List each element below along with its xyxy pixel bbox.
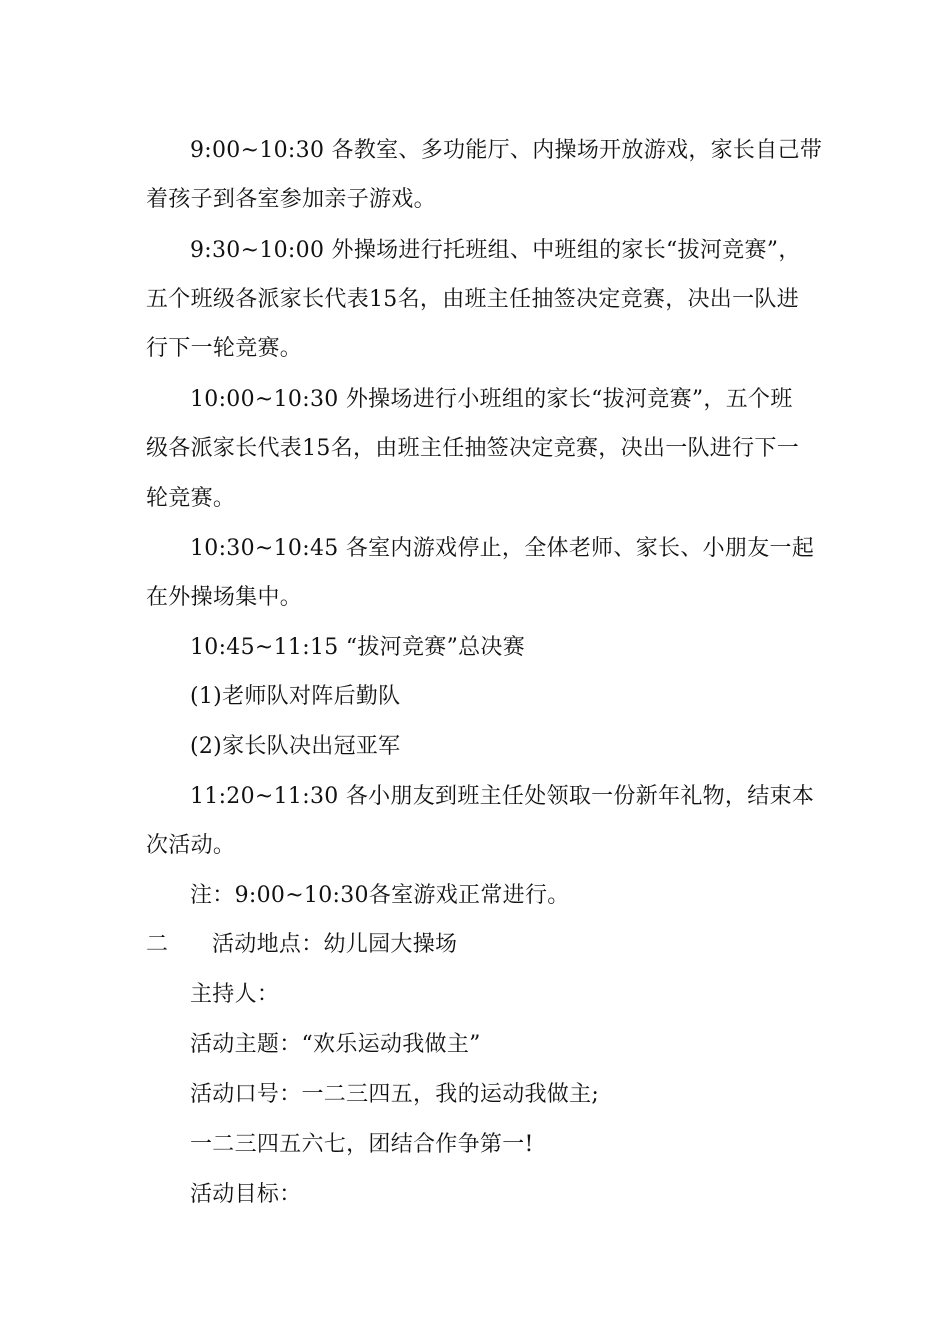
paragraph-line: 10:00~10:30 外操场进行小班组的家长“拔河竞赛”，五个班 bbox=[190, 387, 793, 412]
paragraph-line: 在外操场集中。 bbox=[146, 585, 303, 610]
paragraph-line: 9:00~10:30 各教室、多功能厅、内操场开放游戏，家长自己带 bbox=[190, 138, 823, 163]
paragraph-line: 11:20~11:30 各小朋友到班主任处领取一份新年礼物，结束本 bbox=[190, 784, 815, 809]
activity-slogan: 活动口号：一二三四五，我的运动我做主; bbox=[190, 1082, 600, 1107]
activity-theme: 活动主题：“欢乐运动我做主” bbox=[190, 1032, 481, 1057]
paragraph-line: 10:45~11:15 “拔河竞赛”总决赛 bbox=[190, 635, 526, 660]
section-title: 活动地点：幼儿园大操场 bbox=[212, 932, 458, 957]
paragraph-line: 10:30~10:45 各室内游戏停止，全体老师、家长、小朋友一起 bbox=[190, 536, 815, 561]
activity-slogan-continued: 一二三四五六七，团结合作争第一! bbox=[190, 1132, 534, 1157]
paragraph-line: 轮竞赛。 bbox=[146, 486, 236, 511]
paragraph-line: 次活动。 bbox=[146, 833, 236, 858]
paragraph-line: 着孩子到各室参加亲子游戏。 bbox=[146, 187, 436, 212]
host-label: 主持人： bbox=[190, 982, 280, 1007]
paragraph-line: 9:30~10:00 外操场进行托班组、中班组的家长“拔河竞赛”， bbox=[190, 238, 801, 263]
paragraph-line: 行下一轮竞赛。 bbox=[146, 336, 303, 361]
section-number: 二 bbox=[146, 932, 169, 957]
note-line: 注：9:00~10:30各室游戏正常进行。 bbox=[190, 883, 570, 908]
paragraph-line: (2)家长队决出冠亚军 bbox=[190, 734, 401, 759]
paragraph-line: 级各派家长代表15名，由班主任抽签决定竞赛，决出一队进行下一 bbox=[146, 436, 799, 461]
paragraph-line: (1)老师队对阵后勤队 bbox=[190, 684, 401, 709]
activity-goals-label: 活动目标： bbox=[190, 1182, 302, 1207]
paragraph-line: 五个班级各派家长代表15名，由班主任抽签决定竞赛，决出一队进 bbox=[146, 287, 799, 312]
